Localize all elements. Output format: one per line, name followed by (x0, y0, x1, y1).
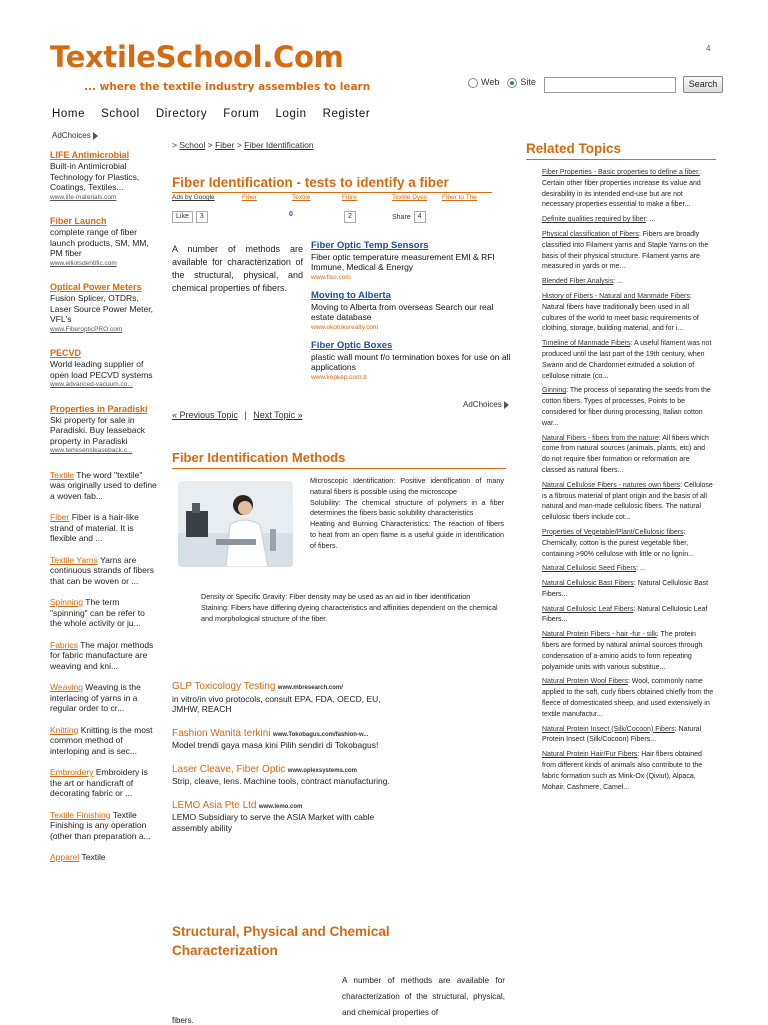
lower-ad-title[interactable]: Fashion Wanita terkini (172, 727, 271, 739)
lower-ad-url[interactable]: www.oplexsystems.com (287, 767, 357, 774)
adchoices-label: AdChoices (463, 400, 502, 409)
lower-ad-url[interactable]: www.Tokobagus.com/fashion-w... (272, 731, 369, 738)
left-term-text: Knitting is the most common method of interloping and is sec... (50, 724, 153, 756)
method-solubility: Solubility: The chemical structure of polymers in a fiber determines the fibers basic solubility characteristics (310, 497, 504, 518)
main-nav (52, 108, 386, 120)
left-term-link[interactable]: Embroidery (50, 767, 94, 777)
previous-topic-link[interactable]: « Previous Topic (172, 410, 238, 420)
left-term-link[interactable]: Apparel (50, 852, 80, 862)
methods-list-cont (201, 592, 504, 624)
share-count: 4 (414, 211, 426, 223)
related-topic-link[interactable]: Natural Protein Insect (Silk/Cocoon) Fibers (542, 725, 675, 733)
left-term-item (50, 852, 158, 863)
social-share-bar (172, 211, 492, 227)
related-topic-link[interactable]: Natural Cellulose Fibers - natures own fibers (542, 481, 681, 489)
breadcrumb-fiber[interactable]: Fiber (215, 140, 235, 150)
left-term-link[interactable]: Weaving (50, 682, 83, 692)
lower-ad[interactable] (172, 800, 402, 834)
methods-heading: Fiber Identification Methods (172, 450, 506, 469)
nav-register[interactable]: Register (322, 108, 371, 120)
related-topics-heading: Related Topics (526, 141, 716, 160)
left-ad-url[interactable]: www.advanced-vacuum.co... (50, 381, 133, 388)
share-label: Share (392, 213, 411, 221)
adchoices-left[interactable] (52, 131, 98, 140)
left-ad-title[interactable]: PECVD (50, 348, 82, 358)
related-topic (542, 528, 714, 560)
structural-text: A number of methods are available for characterization of the structural, physical, and chemical properties of (342, 976, 505, 1017)
nav-home[interactable]: Home (52, 108, 86, 120)
related-topic (542, 750, 714, 793)
left-sidebar (50, 150, 158, 874)
left-term-text: Textile Finishing is any operation (other than preparation a... (50, 809, 151, 841)
lower-ads (172, 681, 402, 846)
left-ad[interactable] (50, 282, 158, 335)
related-topic-link[interactable]: Properties of Vegetable/Plant/Cellulosic fibers (542, 528, 684, 536)
inline-ad-body: Moving to Alberta from overseas Search our real estate database (311, 301, 494, 322)
lower-ad-title[interactable]: GLP Toxicology Testing (172, 681, 276, 692)
inline-ad-title[interactable]: Moving to Alberta (311, 290, 391, 301)
related-topic-text: : A useful filament was not produced until the last part of the 19th century, when Swann and de Chardonnet extruded a solution of cellulose nitrate (co... (542, 340, 712, 380)
lower-ad-url[interactable]: www.lemo.com (258, 803, 303, 810)
related-topic-text: : Cellulose is a fibrous material of plant origin and the basis of all natural and man-made cellulosic fibers. The natural cellulosic fibers include cot... (542, 481, 713, 522)
adchoices-icon (504, 401, 509, 409)
left-term-item (50, 555, 158, 587)
related-topic (542, 630, 714, 673)
intro-text: A number of methods are available for characterization of the structural, physical, and chemical properties of fibers. (172, 244, 303, 293)
share-button[interactable] (392, 211, 426, 223)
left-term-link[interactable]: Knitting (50, 724, 79, 735)
related-topic-text: : Certain other fiber properties increase its value and desirability in its intended end-use but are not necessary properties essential to make a fiber... (542, 169, 702, 209)
topic-pager (172, 410, 303, 420)
search-input[interactable] (544, 77, 676, 93)
method-microscopic: Microscopic Identification: Positive identification of many natural fibers is possible using the microscope (310, 476, 504, 496)
left-ad-title[interactable]: LIFE Antimicrobial (50, 150, 130, 160)
lower-ad-url[interactable]: www.mbresearch.com/ (277, 685, 343, 691)
nav-directory[interactable]: Directory (155, 108, 208, 120)
inline-ad-url[interactable]: www.kepkep.com.tr (311, 373, 368, 381)
related-topic (542, 386, 714, 429)
ads-by-google-bar (172, 194, 492, 201)
left-ad-body: World leading supplier of open load PECVD systems (50, 359, 153, 380)
method-density: Density or Specific Gravity: Fiber density may be used as an aid in fiber identification (201, 592, 471, 601)
related-topic-link[interactable]: Timeline of Manmade Fibers (542, 340, 631, 348)
left-term-text: The word "textile" was originally used to define a woven fab... (50, 469, 157, 501)
web-radio[interactable] (468, 78, 478, 88)
lower-ad-body: in vitro/in vivo protocols, consult EPA, FDA, OECD, EU, JMHW, REACH (172, 693, 381, 714)
left-term-item (50, 597, 158, 629)
related-topic-link[interactable]: Natural Cellulosic Seed Fibers (542, 565, 637, 573)
left-term-item (50, 682, 158, 714)
related-topic (542, 434, 714, 477)
related-topic-link[interactable]: Natural Cellulosic Bast Fibers (542, 580, 634, 588)
adchoices-label: AdChoices (52, 131, 91, 140)
left-term-link[interactable]: Fiber (50, 512, 70, 522)
related-topic-link[interactable]: Definite qualities required by fiber (542, 216, 646, 224)
lower-ad[interactable] (172, 764, 402, 787)
breadcrumb-sep: > (207, 140, 213, 150)
web-radio-label: Web (481, 77, 500, 87)
nav-forum[interactable]: Forum (223, 108, 260, 120)
left-term-text: Embroidery is the art or handicraft of decorating fabric or ... (50, 767, 148, 798)
left-ad[interactable] (50, 348, 158, 391)
left-ad-body: Ski property for sale in Paradiski. Buy leaseback property in Paradiski (50, 414, 145, 446)
left-term-text: Yarns are continuous strands of fibers that can be woven or ... (50, 554, 154, 586)
ads-by-google-label[interactable]: Ads by Google (172, 194, 215, 201)
lower-ad-head (172, 800, 402, 813)
left-term-item (50, 512, 158, 544)
breadcrumb-sep: > (236, 140, 242, 150)
method-staining: Staining: Fibers have differing dyeing characteristics and affinities dependent on the chemical and morphological structure of the fiber. (201, 602, 498, 623)
left-ad-url[interactable]: www.FiberopticPRO.com (50, 325, 123, 333)
lower-ad-head (172, 728, 402, 741)
related-topic-text: : ... (645, 216, 656, 224)
lower-ad-head (172, 681, 402, 694)
left-ad-url[interactable]: www.life-materials.com (50, 193, 117, 201)
lower-ad[interactable] (172, 681, 402, 715)
left-ad-body: Fusion Splicer, OTDRs, Laser Source Power Meter, VFL's (50, 293, 153, 324)
related-topic (542, 277, 714, 288)
like-label: Like (172, 211, 193, 223)
left-term-text: Textile (79, 852, 106, 862)
related-topic-text: : Fibers are broadly classified into Filament yarns and Staple Yarns on the basis of their physical structure. Filament yarns are measured in yards or me... (542, 230, 709, 271)
related-topics-list (542, 168, 714, 797)
related-topic-link[interactable]: Ginning (542, 387, 567, 395)
lower-ad-title[interactable]: Laser Cleave, Fiber Optic (172, 763, 286, 775)
left-term-item (50, 470, 158, 502)
left-term-link[interactable]: Fabrics (50, 639, 78, 650)
related-topic-text: : Wool, commonly name applied to the soft, curly fibers obtained chiefly from the fleece of domesticated sheep, and used extensively in textile manufactur... (542, 678, 714, 718)
related-topic-link[interactable]: Physical classification of Fibers (542, 230, 639, 238)
inline-ad-body: plastic wall mount f/o termination boxes for use on all applications (311, 351, 511, 372)
inline-ad[interactable] (311, 341, 516, 383)
adlink-fiber-to-the[interactable]: Fiber to The (442, 194, 477, 201)
inline-ad-url[interactable]: www.fiso.com (311, 273, 351, 281)
left-term-link[interactable]: Textile Yarns (50, 554, 98, 565)
related-topic (542, 292, 714, 335)
nav-login[interactable]: Login (275, 108, 307, 120)
site-radio[interactable] (507, 78, 517, 88)
left-ad-title[interactable]: Fiber Launch (50, 216, 107, 226)
left-term-text: Fiber is a hair-like strand of material. It is flexible and ... (50, 512, 139, 543)
left-term-item (50, 725, 158, 757)
left-term-item (50, 810, 158, 842)
tweet-count: 2 (344, 211, 356, 223)
left-term-link[interactable]: Textile (50, 469, 75, 480)
related-topic-link[interactable]: Natural Fibers - fibers from the nature (542, 434, 659, 442)
lower-ad-title[interactable]: LEMO Asia Pte Ltd (172, 799, 257, 811)
left-term-text: The major methods for fabric manufacture are weaving and kni... (50, 639, 154, 671)
search-button[interactable]: Search (683, 76, 723, 93)
related-topic-text: : The protein fibers are formed by natural animal sources through condensation of a-amino acids to form repeating polyamide units with various substitue... (542, 631, 703, 671)
related-topic (542, 168, 714, 211)
left-ad[interactable] (50, 216, 158, 269)
breadcrumb (172, 140, 314, 150)
related-topic (542, 215, 714, 226)
left-term-item (50, 640, 158, 672)
breadcrumb-prefix: > (172, 140, 177, 150)
lower-ad-body: LEMO Subsidiary to serve the ASIA Market with cable assembly ability (172, 812, 375, 833)
nav-school[interactable]: School (101, 108, 140, 120)
related-topic (542, 605, 714, 627)
inline-ad-title[interactable]: Fiber Optic Temp Sensors (311, 240, 429, 251)
search-scope (468, 77, 536, 87)
site-tagline: ... where the textile industry assembles to learn (84, 81, 371, 93)
related-topic (542, 579, 714, 601)
site-logo[interactable]: TextileSchool.Com (50, 40, 344, 74)
left-ad-body: complete range of fiber launch products, SM, MM, PM fiber (50, 227, 149, 258)
left-term-text: The term "spinning" can be refer to the whole activity or ju... (50, 597, 145, 628)
inline-ad-title[interactable]: Fiber Optic Boxes (311, 340, 393, 351)
breadcrumb-fiber-identification[interactable]: Fiber Identification (244, 140, 314, 150)
related-topic-link[interactable]: Natural Protein Wool Fibers (542, 678, 628, 686)
tweet-count-box[interactable] (344, 211, 356, 223)
inline-ad[interactable] (311, 291, 516, 333)
corner-number: 4 (706, 44, 711, 53)
lower-ad-body: Strip, cleave, lens. Machine tools, contract manufacturing. (172, 776, 390, 786)
inline-ad-url[interactable]: www.okotoksrealty.com (311, 323, 379, 331)
related-topic-link[interactable]: Natural Protein Hair/Fur Fibers (542, 751, 638, 759)
site-radio-label: Site (520, 77, 536, 87)
related-topic-text: : The process of separating the seeds from the cotton fibers. Types of processes, Points to be considered for fiber during processing, Italian cotton war... (542, 387, 711, 427)
related-topic (542, 339, 714, 382)
related-topic-text: : ... (613, 278, 623, 286)
related-topic-text: : Natural Protein Insect (Silk/Cocoon) Fibers... (542, 725, 702, 744)
related-topic-link[interactable]: History of Fibers - Natural and Manmade Fibers (542, 292, 690, 300)
related-topic (542, 725, 714, 747)
breadcrumb-school[interactable]: School (179, 140, 206, 150)
methods-list (310, 476, 504, 552)
adlink-textile[interactable]: Textile (292, 194, 311, 201)
left-term-link[interactable]: Textile Finishing (50, 809, 111, 820)
inline-ad-body: Fiber optic temperature measurement EMI & RFI Immune, Medical & Energy (311, 251, 495, 272)
related-topic-text: : Natural Cellulosic Leaf Fibers... (542, 605, 708, 624)
related-topic-link[interactable]: Natural Cellulosic Leaf Fibers (542, 605, 634, 613)
left-ad-body: Built-in Antimicrobial Technology for Plastics, Coatings, Textiles... (50, 161, 140, 192)
related-topic-text: : All fibers which come from natural sources (animals, plants, etc) and do not require fiber formation or reformation are classed as natural fibers... (542, 434, 709, 474)
adchoices-icon (93, 132, 98, 140)
related-topic-text: : Chemically, cotton is the purest vegetable fiber, containing >90% cellulose with little or no lignin... (542, 528, 694, 558)
inline-ads (311, 241, 516, 391)
related-topic (542, 564, 714, 575)
left-ad-url[interactable]: www.terresensleaseback.c... (50, 447, 133, 454)
adlink-fibre[interactable]: Fibre (342, 194, 357, 201)
left-term-link[interactable]: Spinning (50, 597, 84, 607)
related-topic (542, 481, 714, 524)
like-count: 3 (196, 211, 208, 223)
left-term-text: Weaving is the interlacing of yarns in a regular order to cr... (50, 682, 141, 713)
pager-sep: | (244, 410, 247, 420)
lower-ad-body: Model trendi gaya masa kini Pilih sendiri di Tokobagus! (172, 740, 379, 750)
related-topic-text: : ... (636, 565, 646, 573)
method-heating: Heating and Burning Characteristics: The reaction of fibers to heat from an open flame is a useful guide in identification of fibers. (310, 519, 504, 550)
adchoices-inline[interactable] (463, 400, 509, 409)
related-topic-text: : Natural fibers have traditionally been used in all cultures of the world to meet basic requirements of clothing, storage, building material, and for i... (542, 292, 699, 333)
left-ad[interactable] (50, 404, 158, 457)
lower-ad-head (172, 764, 402, 777)
left-term-item (50, 767, 158, 799)
adlink-textile-dyes[interactable]: Textile Dyes (392, 194, 428, 201)
structural-tail: fibers. (172, 1016, 194, 1025)
like-button[interactable] (172, 211, 208, 223)
plusone-count[interactable]: 0 (289, 211, 293, 218)
next-topic-link[interactable]: Next Topic » (253, 410, 303, 420)
lab-photo (178, 481, 293, 567)
related-topic-link[interactable]: Natural Protein Fibers - hair -fur - silk (542, 631, 657, 639)
page-title: Fiber Identification - tests to identify a fiber (172, 175, 492, 193)
left-ad-title[interactable]: Properties in Paradiski (50, 403, 148, 414)
related-topic-text: : Hair fibers obtained from different kinds of animals also contribute to the fabric formation such as Mink-Ox (Qiviut), Alpaca, Mohair, Cashmere, Camel... (542, 751, 703, 791)
left-ad-url[interactable]: www.elliotsdentific.com (50, 259, 117, 267)
lower-ad[interactable] (172, 728, 402, 751)
related-topic (542, 677, 714, 720)
related-topic-link[interactable]: Blended Fiber Analysis (542, 278, 614, 286)
adlink-fiber[interactable]: Fiber (242, 194, 257, 201)
inline-ad[interactable] (311, 241, 516, 283)
related-topic-text: : Natural Cellulosic Bast Fibers... (542, 580, 709, 598)
structural-heading: Structural, Physical and Chemical Characterization (172, 924, 390, 958)
left-ad-title[interactable]: Optical Power Meters (50, 282, 142, 292)
related-topic-link[interactable]: Fiber Properties - Basic properties to define a fiber. (542, 169, 700, 176)
related-topic (542, 230, 714, 273)
left-ad[interactable] (50, 150, 158, 203)
